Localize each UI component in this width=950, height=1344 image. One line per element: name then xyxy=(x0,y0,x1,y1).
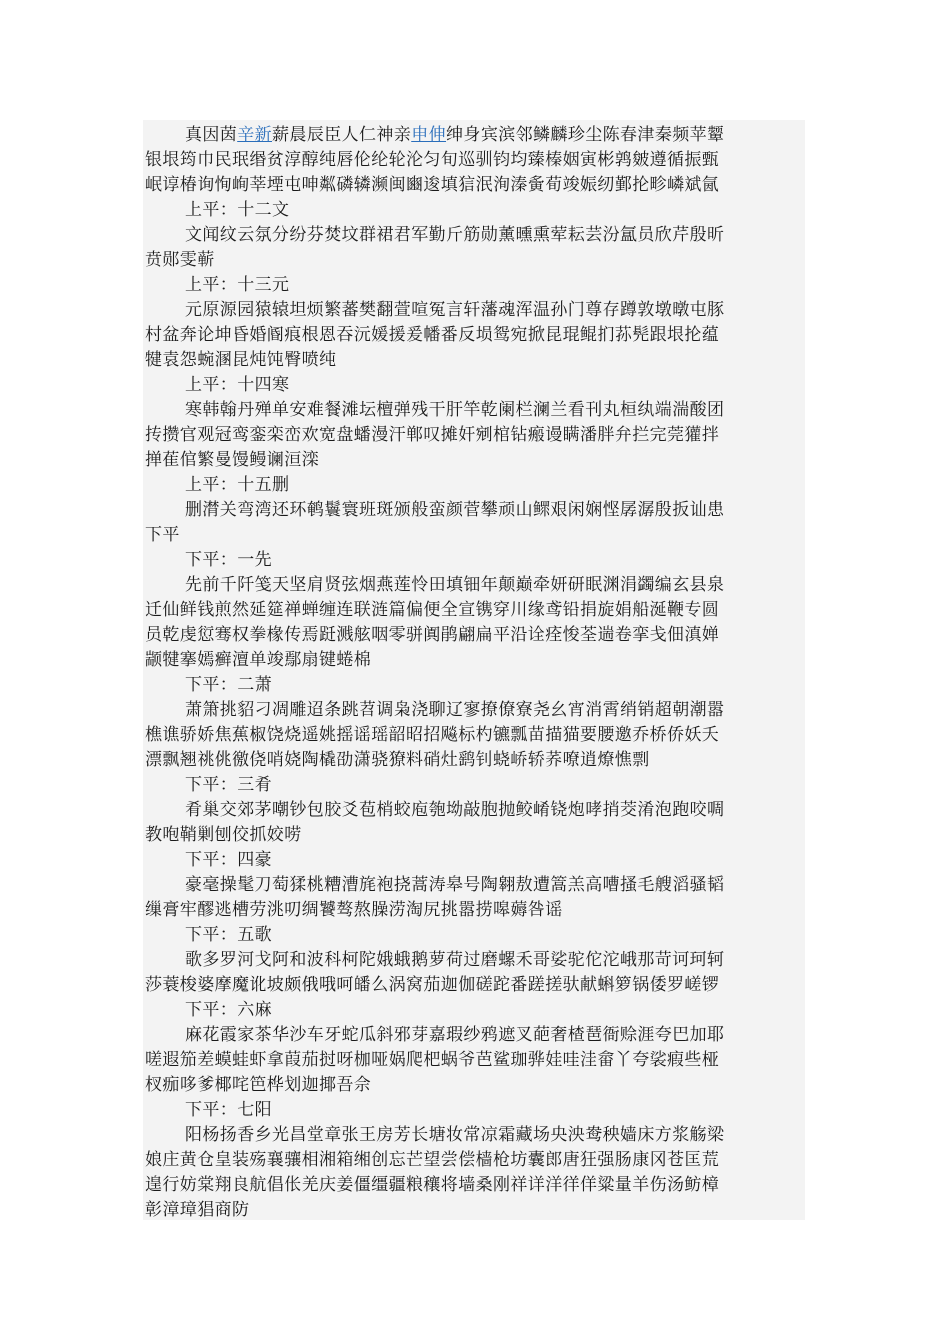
rhyme-line: 元原源园猿辕坦烦繁蕃樊翻萱喧冤言轩藩魂浑温孙门尊存蹲敦墩暾屯豚 xyxy=(185,300,725,320)
rhyme-line: 遑行妨棠翔良航倡伥羌庆姜僵缰疆粮穰将墙桑刚祥详洋徉佯粱量羊伤汤鲂樟 xyxy=(145,1175,720,1195)
section-heading: 下平：三肴 xyxy=(185,775,272,795)
rhyme-line: 岷谆椿询恂峋莘堙屯呻粼磷辚濒闽豳逡填狺泯洵溱夤荀竣娠纫鄞抡畛嶙斌氤 xyxy=(145,175,720,195)
rhyme-line: 犍袁怨蜿溷昆炖饨臀喷纯 xyxy=(145,350,337,370)
rhyme-line: 银垠筠巾民珉缗贫淳醇纯唇伦纶轮沦匀旬巡驯钧均臻榛姻寅彬鹑皴遵循振甄 xyxy=(145,150,720,170)
rhyme-line: 萧箫挑貂刁凋雕迢条跳苕调枭浇聊辽寥撩僚寮尧幺宵消霄绡销超朝潮嚣 xyxy=(185,700,725,720)
rhyme-line: 歌多罗河戈阿和波科柯陀娥蛾鹅萝荷过磨螺禾哥娑驼佗沱峨那苛诃珂轲 xyxy=(185,950,725,970)
rhyme-line: 贲郧雯蕲 xyxy=(145,250,215,270)
link-xinxin[interactable]: 辛新 xyxy=(237,125,273,145)
rhyme-line: 颛犍搴嫣癣澶单竣鄢扇键蜷棉 xyxy=(145,650,372,670)
rhyme-line: 寒韩翰丹殚单安难餐滩坛檀弹残干肝竿乾阑栏澜兰看刊丸桓纨端湍酸团 xyxy=(185,400,725,420)
rhyme-text: 薪晨辰臣人仁神亲 xyxy=(272,125,412,145)
section-heading: 下平：五歌 xyxy=(185,925,272,945)
rhyme-document xyxy=(145,123,805,1223)
rhyme-line: 漂飘翘祧佻徼侥哨娆陶橇劭潇骁獠料硝灶鹞钊蛲峤轿荞嘹逍燎憔剽 xyxy=(145,750,650,770)
rhyme-line: 删潸关弯湾还环鹌鬟寰班斑颁般蛮颜菅攀顽山鳏艰闲娴悭孱潺殷扳讪患 xyxy=(185,500,725,520)
rhyme-line: 彰漳璋猖商防 xyxy=(145,1200,250,1220)
rhyme-line: 杈痂哆爹椰咤笆桦划迦揶吾佘 xyxy=(145,1075,372,1095)
rhyme-text: 真因茵 xyxy=(185,125,238,145)
section-heading: 下平：七阳 xyxy=(185,1100,272,1120)
link-shenshen[interactable]: 申伸 xyxy=(411,125,447,145)
section-heading: 上平：十三元 xyxy=(185,275,290,295)
rhyme-line: 掸萑倌繁曼馒鳗谰洹滦 xyxy=(145,450,319,470)
rhyme-line: 麻花霞家茶华沙车牙蛇瓜斜邪芽嘉瑕纱鸦遮叉葩奢楂琶衙赊涯夸巴加耶 xyxy=(185,1025,725,1045)
rhyme-line: 樵谯骄娇焦蕉椒饶烧遥姚摇谣瑶韶昭招飚标杓镳瓢苗描猫要腰邀乔桥侨妖夭 xyxy=(145,725,720,745)
rhyme-line: 先前千阡笺天坚肩贤弦烟燕莲怜田填钿年颠巅牵妍研眠渊涓蠲编玄县泉 xyxy=(185,575,725,595)
section-heading: 上平：十五删 xyxy=(185,475,290,495)
rhyme-sections xyxy=(145,198,805,1223)
section-heading: 下平：二萧 xyxy=(185,675,272,695)
section-heading: 下平：六麻 xyxy=(185,1000,272,1020)
rhyme-line: 教咆鞘剿刨佼抓姣唠 xyxy=(145,825,302,845)
rhyme-line: 嗟遐笳差蟆蛙虾拿葭茄挝呀枷哑娲爬杷蜗爷芭鲨珈骅娃哇洼畲丫夸裟瘕些桠 xyxy=(145,1050,720,1070)
rhyme-line: 豪毫操髦刀萄猱桃糟漕旄袍挠蒿涛皋号陶翱敖遭篙羔高嘈搔毛艘滔骚韬 xyxy=(185,875,725,895)
rhyme-line: 抟攒官观冠鸾銮栾峦欢宽盘蟠漫汗郸叹摊奸剜棺钻瘢谩瞒潘胖弁拦完莞獾拌 xyxy=(145,425,720,445)
section-heading: 下平：四豪 xyxy=(185,850,272,870)
section-heading: 下平：一先 xyxy=(185,550,272,570)
section-heading: 上平：十四寒 xyxy=(185,375,290,395)
rhyme-line xyxy=(145,123,805,148)
rhyme-line: 娘庄黄仓皇装殇襄骧相湘箱缃创忘芒望尝偿樯枪坊囊郎唐狂强肠康冈苍匡荒 xyxy=(145,1150,720,1170)
rhyme-line: 缫膏牢醪逃槽劳洮叨绸饕骜熬臊涝淘尻挑嚣捞嗥薅咎谣 xyxy=(145,900,563,920)
section-heading: 下平 xyxy=(145,525,180,545)
rhyme-line: 迁仙鲜钱煎然延筵禅蝉缠连联涟篇偏便全宣镌穿川缘鸢铅捐旋娟船涎鞭专圆 xyxy=(145,600,720,620)
rhyme-line: 员乾虔愆骞权拳椽传焉跹溅舷咽零骈阗鹃翩扁平沿诠痊悛荃遄卷挛戋佃滇婵 xyxy=(145,625,720,645)
rhyme-line: 肴巢交郊茅嘲钞包胶爻苞梢蛟庖匏坳敲胞抛鲛崤铙炮哮捎茭淆泡跑咬啁 xyxy=(185,800,725,820)
rhyme-text: 绅身宾滨邻鳞麟珍尘陈春津秦频苹颦 xyxy=(446,125,725,145)
rhyme-line: 莎蓑梭婆摩魔讹坡颇俄哦呵皤么涡窝茄迦伽磋跎番蹉搓驮献蝌箩锅倭罗嵯锣 xyxy=(145,975,720,995)
rhyme-line: 文闻纹云氛分纷芬焚坟群裙君军勤斤筋勋薰曛熏荤耘芸汾氲员欣芹殷昕 xyxy=(185,225,725,245)
rhyme-line: 村盆奔论坤昏婚阍痕根恩吞沅媛援爰幡番反埙鸳宛掀昆琨鲲扪荪髡跟垠抡蕴 xyxy=(145,325,720,345)
section-heading: 上平：十二文 xyxy=(185,200,290,220)
rhyme-line: 阳杨扬香乡光昌堂章张王房芳长塘妆常凉霜藏场央泱鸯秧嫱床方浆觞梁 xyxy=(185,1125,725,1145)
